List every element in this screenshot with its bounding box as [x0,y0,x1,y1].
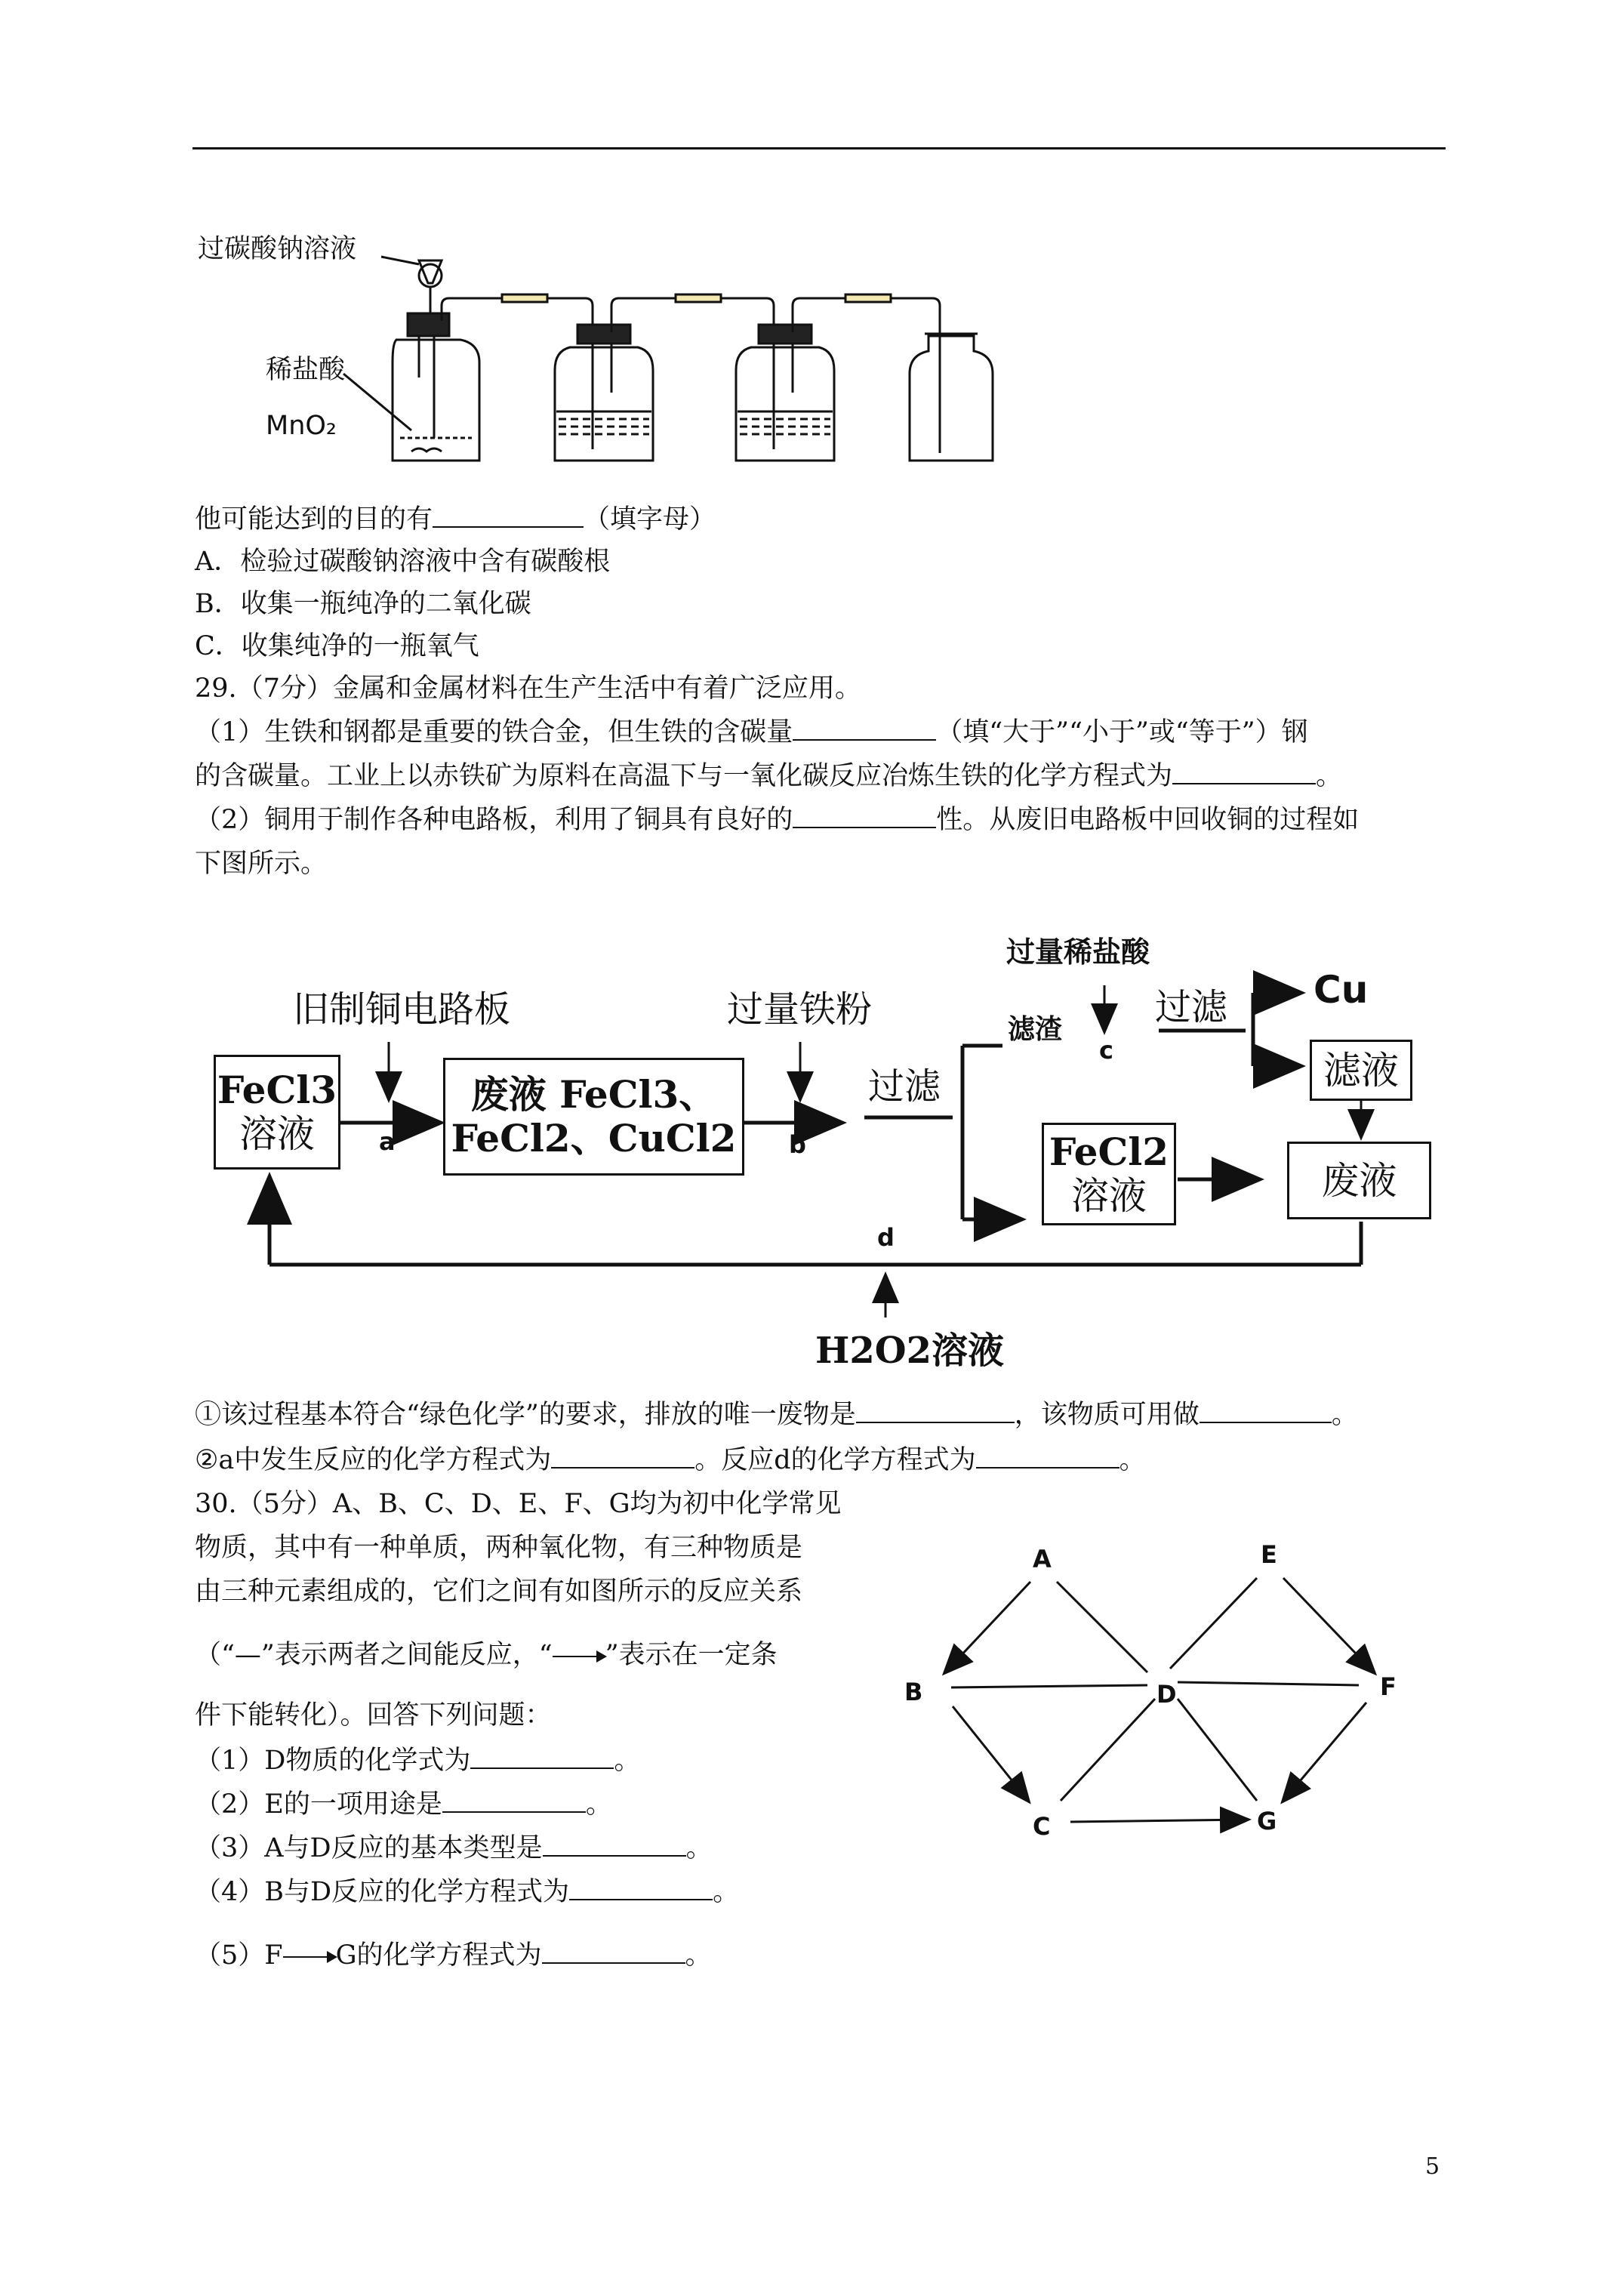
q28-option-c: C．收集纯净的一瓶氧气 [195,631,479,661]
flow-label-c: c [1099,1036,1113,1065]
q29-sub2-text-b: 。反应d的化学方程式为 [694,1445,976,1475]
q30-sub2-text: （2）E的一项用途是 [195,1789,442,1820]
q30-sub4-end: 。 [713,1877,740,1907]
flow-label-filter2: 过滤 [1155,986,1228,1028]
q30-sub1-text: （1）D物质的化学式为 [195,1746,471,1776]
flow-box-fecl3-line2: 溶液 [239,1112,315,1156]
q28-option-b: B．收集一瓶纯净的二氧化碳 [195,589,531,619]
flow-label-iron: 过量铁粉 [727,988,873,1031]
flow-box-waste-line2: FeCl2、CuCl2 [451,1116,737,1160]
flow-label-hcl: 过量稀盐酸 [1006,935,1150,969]
graph-node-b: B [904,1678,923,1706]
q29-part2-line2: 下图所示。 [195,849,328,879]
q29-sub2-text-c: 。 [1119,1445,1146,1475]
q29-p1-text-a: （1）生铁和钢都是重要的铁合金，但生铁的含碳量 [195,717,793,747]
q29-p2-text-a: （2）铜用于制作各种电路板，利用了铜具有良好的 [195,805,793,835]
q30-legend-text-b: ”表示在一定条 [605,1640,778,1670]
q30-sub5-text-b: G的化学方程式为 [335,1940,542,1971]
q30-line1: 30.（5分）A、B、C、D、E、F、G均为初中化学常见 [195,1489,842,1519]
flow-label-h2o2: H2O2溶液 [815,1330,1004,1372]
graph-node-e: E [1261,1540,1277,1569]
flow-label-a: a [379,1127,396,1156]
q30-line2: 物质，其中有一种单质，两种氧化物，有三种物质是 [195,1533,803,1563]
graph-node-c: C [1033,1812,1051,1841]
q29-sub1-text-c: 。 [1331,1400,1358,1430]
q30-sub2-end: 。 [585,1789,612,1820]
q29-sub1-text-a: ①该过程基本符合“绿色化学”的要求，排放的唯一废物是 [195,1400,856,1430]
flow-label-residue: 滤渣 [1008,1014,1063,1045]
graph-node-f: F [1380,1672,1397,1701]
apparatus-label-mno2: MnO₂ [266,411,337,441]
q29-p2-text-b: 性。从废旧电路板中回收铜的过程如 [936,805,1360,835]
graph-node-a: A [1033,1545,1052,1573]
q29-p1-text-d: 。 [1316,761,1343,791]
flow-box-waste2-text: 废液 [1321,1158,1397,1203]
graph-node-g: G [1257,1807,1277,1835]
q30-sub5-end: 。 [685,1940,712,1971]
q30-sub3-end: 。 [685,1833,713,1863]
q30-sub1-end: 。 [614,1746,641,1776]
q29-p1-text-b: （填“大于”“小于”或“等于”）钢 [936,717,1308,747]
flow-box-filtrate-text: 滤液 [1323,1048,1399,1093]
q28-stem-suffix: （填字母） [584,504,716,535]
flow-label-filter1: 过滤 [868,1065,941,1108]
apparatus-label-top: 过碳酸钠溶液 [198,234,357,264]
flow-label-cu: Cu [1313,968,1369,1012]
graph-node-d: D [1156,1680,1177,1709]
flow-box-fecl2-line2: 溶液 [1071,1174,1147,1218]
apparatus-label-acid: 稀盐酸 [266,355,346,385]
q29-sub1-text-b: ，该物质可用做 [1014,1400,1200,1430]
q29-title: 29.（7分）金属和金属材料在生产生活中有着广泛应用。 [195,673,861,704]
q30-line5: 件下能转化）。回答下列问题： [195,1700,552,1730]
q30-sub4-text: （4）B与D反应的化学方程式为 [195,1877,570,1907]
q28-stem-text: 他可能达到的目的有 [195,504,433,535]
flow-label-old-board: 旧制铜电路板 [293,988,511,1031]
q30-sub3-text: （3）A与D反应的基本类型是 [195,1833,543,1863]
q28-option-a: A．检验过碳酸钠溶液中含有碳酸根 [195,547,611,577]
flow-label-b: b [789,1130,806,1159]
q30-sub5-text-a: （5）F [195,1940,283,1971]
flow-box-waste-line1: 废液 FeCl3、 [470,1072,717,1117]
flow-box-fecl3-line1: FeCl3 [217,1068,337,1112]
q30-line3: 由三种元素组成的，它们之间有如图所示的反应关系 [195,1576,803,1607]
q29-p1-text-c: 的含碳量。工业上以赤铁矿为原料在高温下与一氧化碳反应冶炼生铁的化学方程式为 [195,761,1173,791]
page-number: 5 [1425,2153,1440,2180]
flow-label-d: d [877,1223,895,1252]
q29-sub2-text-a: ②a中发生反应的化学方程式为 [195,1445,552,1475]
flow-box-fecl2-line1: FeCl2 [1049,1130,1169,1174]
q30-legend-text-a: （“—”表示两者之间能反应，“ [195,1640,553,1670]
